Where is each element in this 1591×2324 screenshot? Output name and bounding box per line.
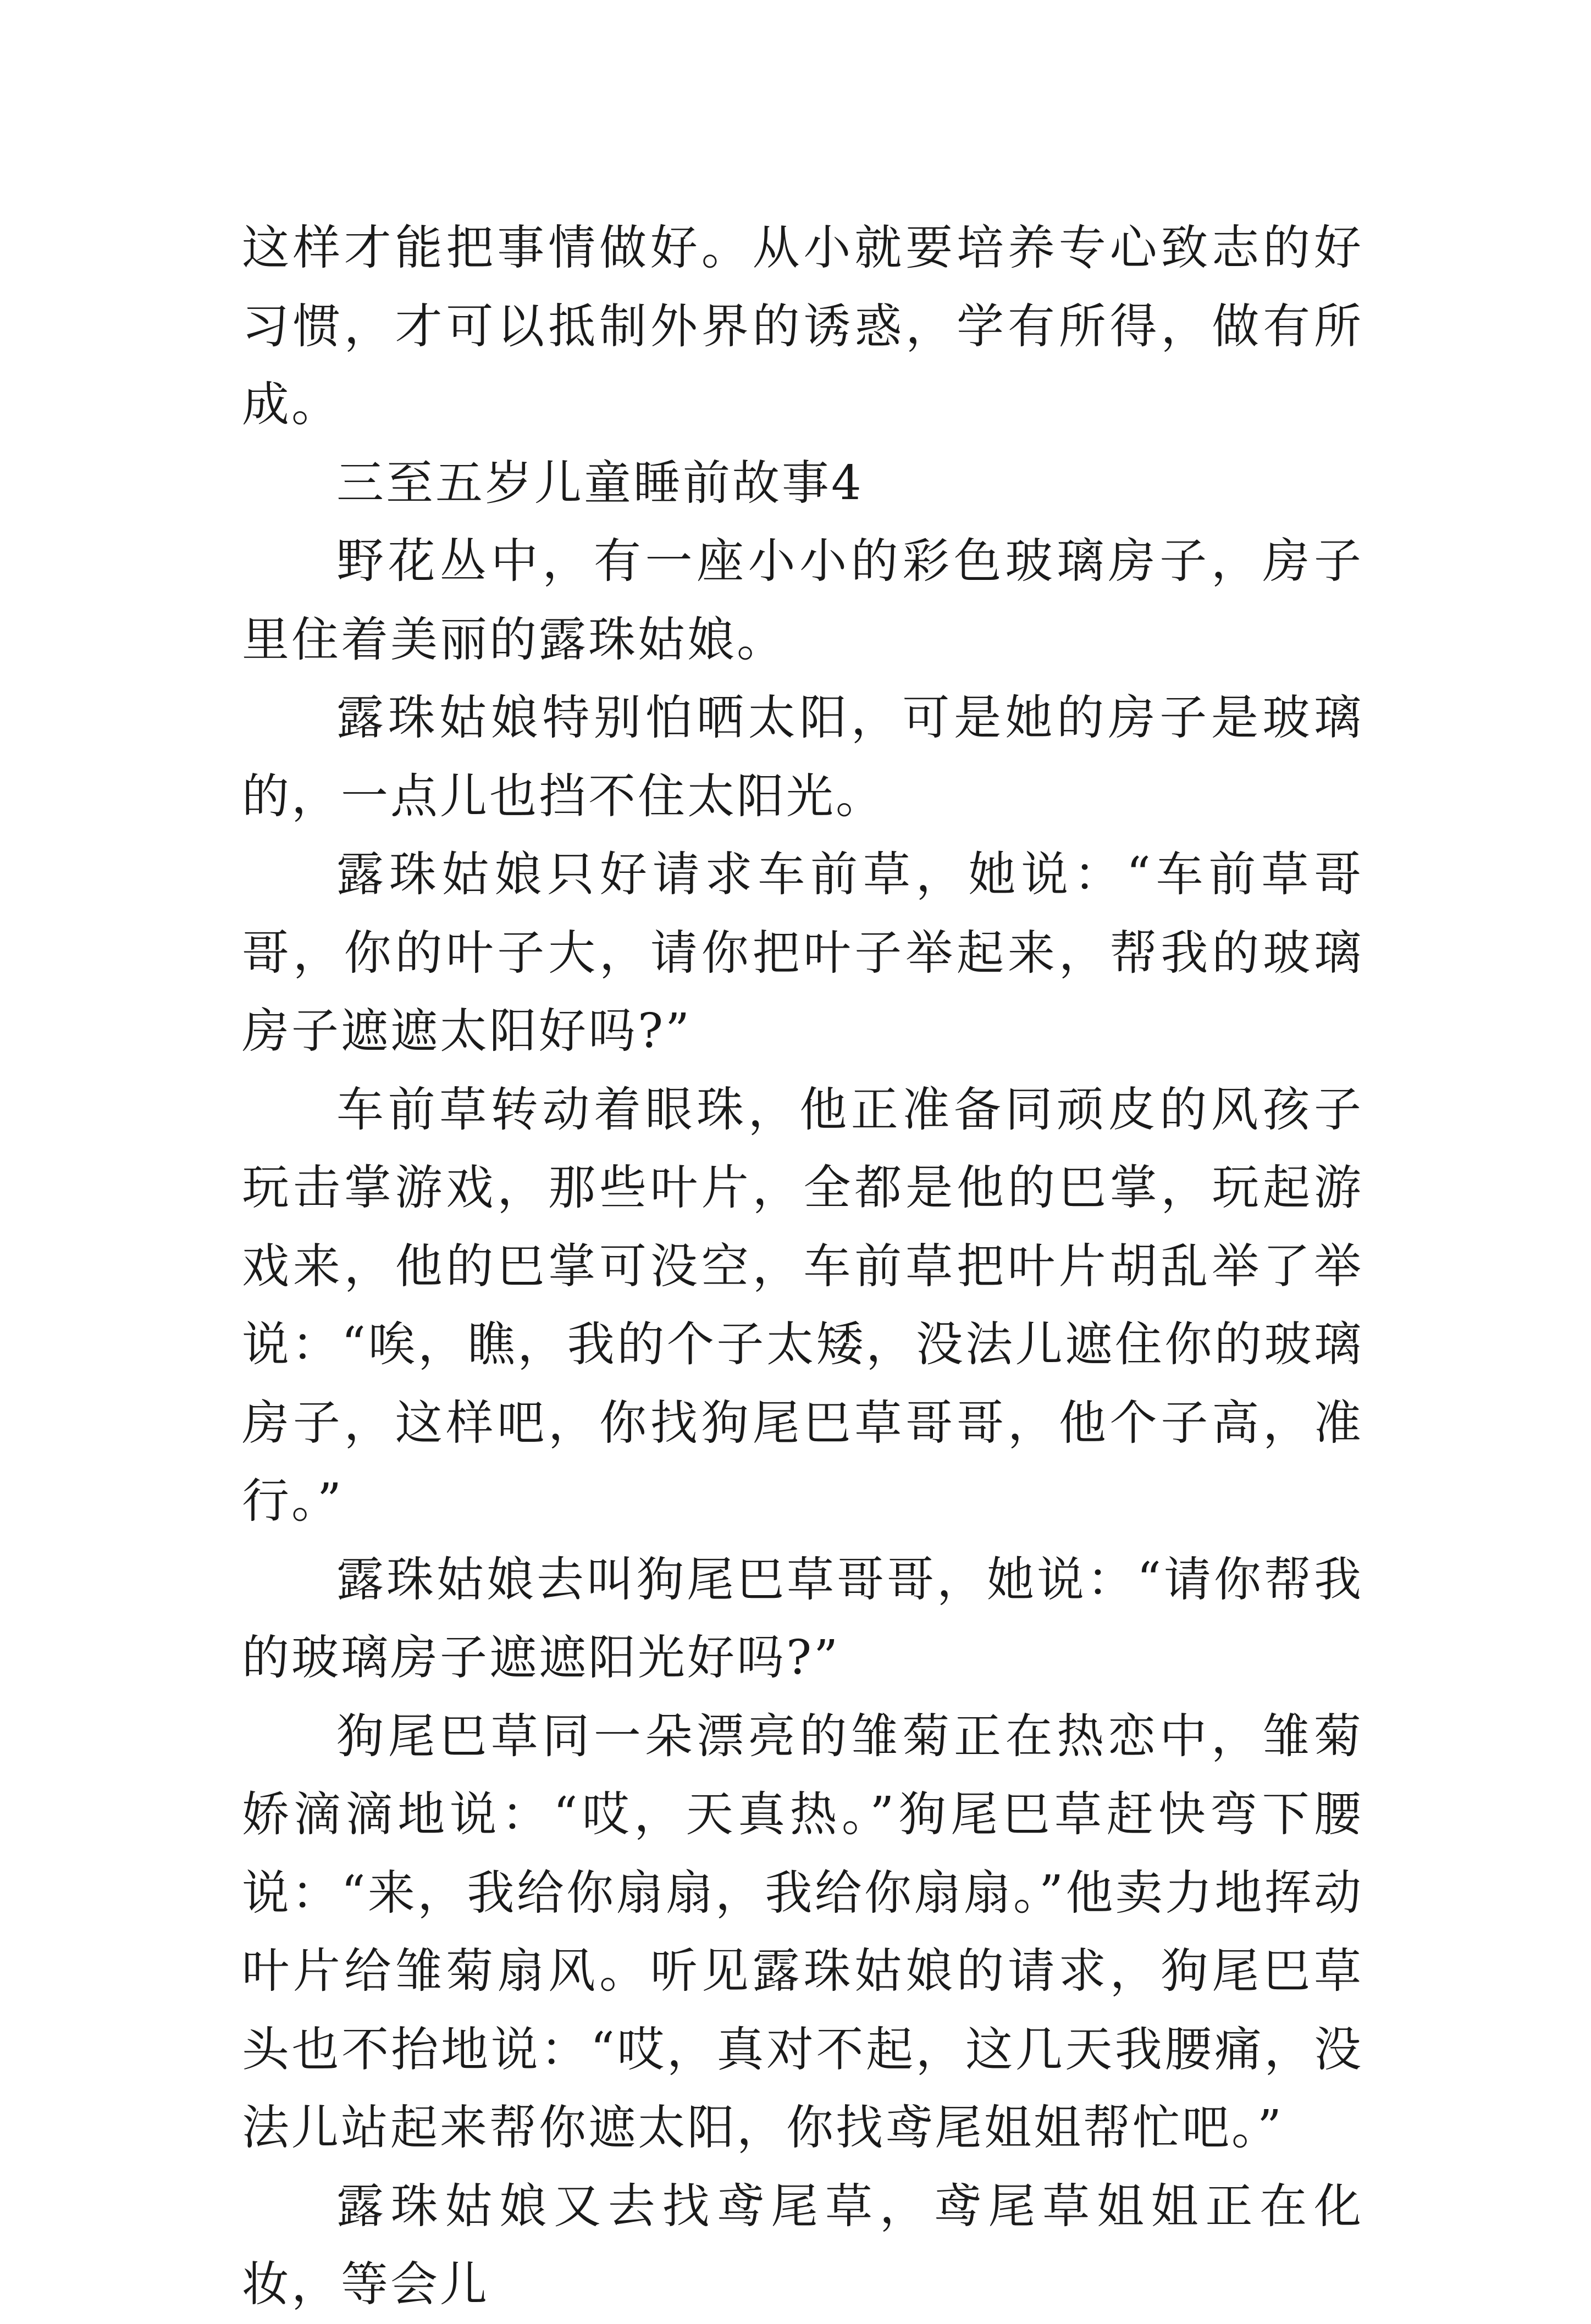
paragraph: 露珠姑娘去叫狗尾巴草哥哥，她说：“请你帮我的玻璃房子遮遮阳光好吗?” [242,1552,1363,1685]
document-body [242,209,1363,2324]
paragraph-continuation: 这样才能把事情做好。从小就要培养专心致志的好习惯，才可以抵制外界的诱惑，学有所得，做有所成。 [242,220,1363,432]
paragraph: 野花丛中，有一座小小的彩色玻璃房子，房子里住着美丽的露珠姑娘。 [242,534,1363,667]
paragraph: 车前草转动着眼珠，他正准备同顽皮的风孩子玩击掌游戏，那些叶片，全都是他的巴掌，玩起游戏来，他的巴掌可没空，车前草把叶片胡乱举了举说：“唉，瞧，我的个子太矮，没法儿遮住你的玻璃房子，这样吧，你找狗尾巴草哥哥，他个子高，准行。” [242,1082,1363,1529]
paragraph: 露珠姑娘特别怕晒太阳，可是她的房子是玻璃的，一点儿也挡不住太阳光。 [242,690,1363,824]
paragraph: 露珠姑娘又去找鸢尾草，鸢尾草姐姐正在化妆，等会儿 [242,2178,1363,2312]
paragraph: 露珠姑娘只好请求车前草，她说：“车前草哥哥，你的叶子大，请你把叶子举起来，帮我的玻璃房子遮遮太阳好吗?” [242,847,1363,1059]
story-heading: 三至五岁儿童睡前故事4 [336,455,864,511]
paragraph: 狗尾巴草同一朵漂亮的雏菊正在热恋中，雏菊娇滴滴地说：“哎，天真热。”狗尾巴草赶快弯下腰说：“来，我给你扇扇，我给你扇扇。”他卖力地挥动叶片给雏菊扇风。听见露珠姑娘的请求，狗尾巴草头也不抬地说：“哎，真对不起，这几天我腰痛，没法儿站起来帮你遮太阳，你找鸢尾姐姐帮忙吧。” [242,1708,1363,2155]
